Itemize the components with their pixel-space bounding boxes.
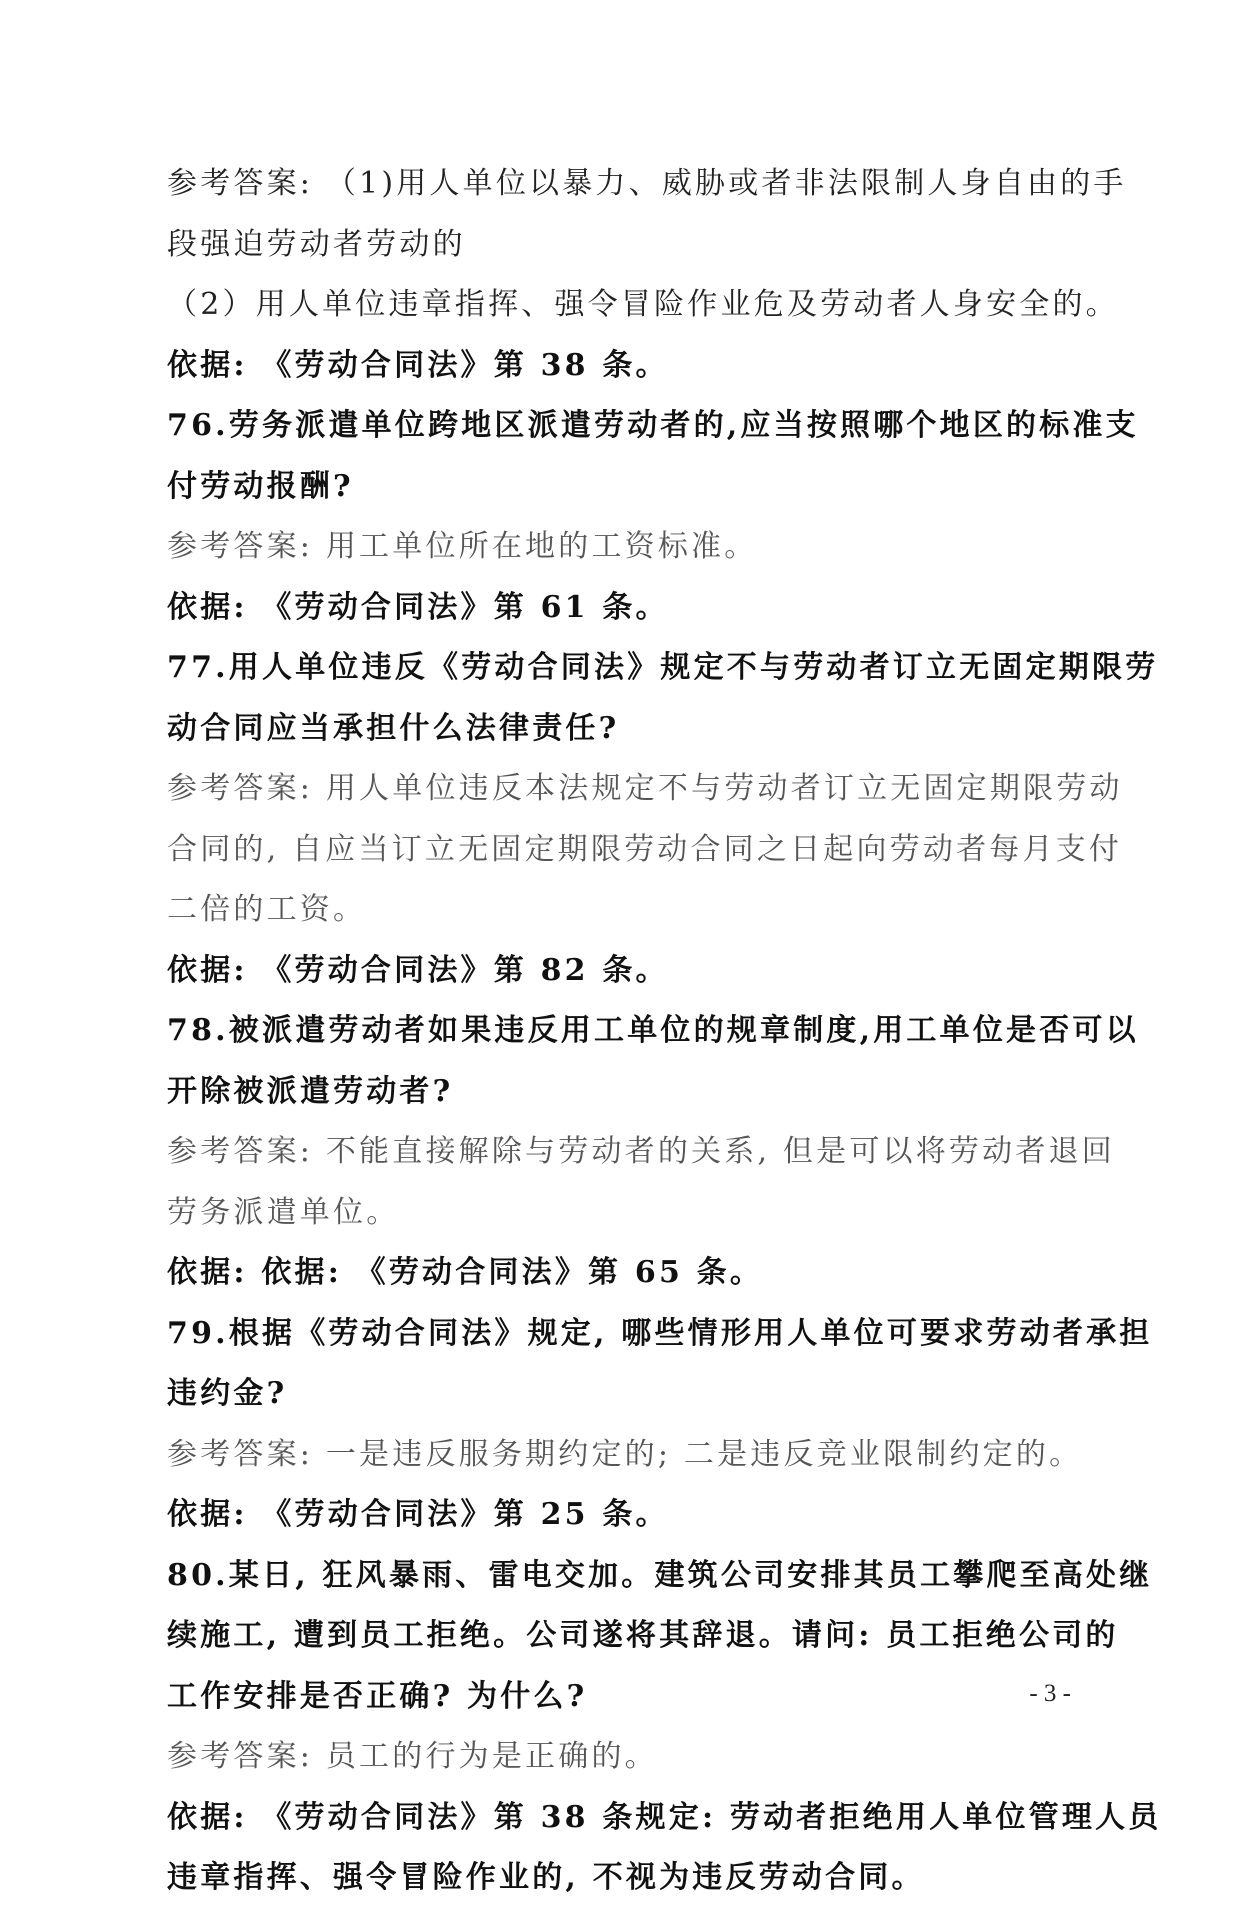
question-line: 77.用人单位违反《劳动合同法》规定不与劳动者订立无固定期限劳 bbox=[167, 650, 1159, 685]
answer-line: 参考答案: 用工单位所在地的工资标准。 bbox=[167, 529, 758, 564]
basis-line: 依据: 《劳动合同法》第 38 条规定: 劳动者拒绝用人单位管理人员 bbox=[167, 1799, 1162, 1835]
page-number: - 3 - bbox=[1029, 1680, 1071, 1707]
question-line: 付劳动报酬? bbox=[167, 468, 354, 504]
question-line: 工作安排是否正确? 为什么? bbox=[167, 1678, 588, 1714]
answer-line: 参考答案: 员工的行为是正确的。 bbox=[167, 1739, 658, 1774]
question-line: 80.某日, 狂风暴雨、雷电交加。建筑公司安排其员工攀爬至高处继 bbox=[167, 1557, 1153, 1593]
basis-line: 依据: 依据: 《劳动合同法》第 65 条。 bbox=[167, 1255, 764, 1290]
question-line: 动合同应当承担什么法律责任? bbox=[167, 710, 620, 746]
answer-line: 参考答案: 一是违反服务期约定的; 二是违反竞业限制约定的。 bbox=[167, 1436, 1083, 1472]
answer-line: 段强迫劳动者劳动的 bbox=[167, 226, 466, 262]
question-line: 续施工, 遭到员工拒绝。公司遂将其辞退。请问: 员工拒绝公司的 bbox=[167, 1618, 1119, 1653]
basis-line: 依据: 《劳动合同法》第 25 条。 bbox=[167, 1497, 669, 1532]
basis-line: 依据: 《劳动合同法》第 61 条。 bbox=[167, 589, 669, 625]
basis-line: 依据: 《劳动合同法》第 38 条。 bbox=[167, 347, 669, 383]
question-line: 76.劳务派遣单位跨地区派遣劳动者的,应当按照哪个地区的标准支 bbox=[167, 408, 1139, 443]
question-line: 开除被派遣劳动者? bbox=[167, 1073, 454, 1109]
answer-line: 参考答案: （1)用人单位以暴力、威胁或者非法限制人身自由的手 bbox=[167, 166, 1127, 201]
question-line: 违章指挥、强令冒险作业的, 不视为违反劳动合同。 bbox=[167, 1860, 925, 1895]
answer-line: 合同的, 自应当订立无固定期限劳动合同之日起向劳动者每月支付 bbox=[167, 831, 1123, 867]
answer-line: 参考答案: 不能直接解除与劳动者的关系, 但是可以将劳动者退回 bbox=[167, 1134, 1115, 1169]
question-line: 78.被派遣劳动者如果违反用工单位的规章制度,用工单位是否可以 bbox=[167, 1013, 1139, 1048]
answer-line: 劳务派遣单位。 bbox=[167, 1194, 400, 1230]
basis-line: 依据: 《劳动合同法》第 82 条。 bbox=[167, 952, 669, 988]
question-line: 违约金? bbox=[167, 1376, 288, 1411]
document-body bbox=[167, 154, 1162, 1909]
answer-line: 二倍的工资。 bbox=[167, 892, 367, 927]
answer-line: （2）用人单位违章指挥、强令冒险作业危及劳动者人身安全的。 bbox=[167, 287, 1119, 322]
question-line: 79.根据《劳动合同法》规定, 哪些情形用人单位可要求劳动者承担 bbox=[167, 1315, 1153, 1351]
answer-line: 参考答案: 用人单位违反本法规定不与劳动者订立无固定期限劳动 bbox=[167, 771, 1123, 806]
